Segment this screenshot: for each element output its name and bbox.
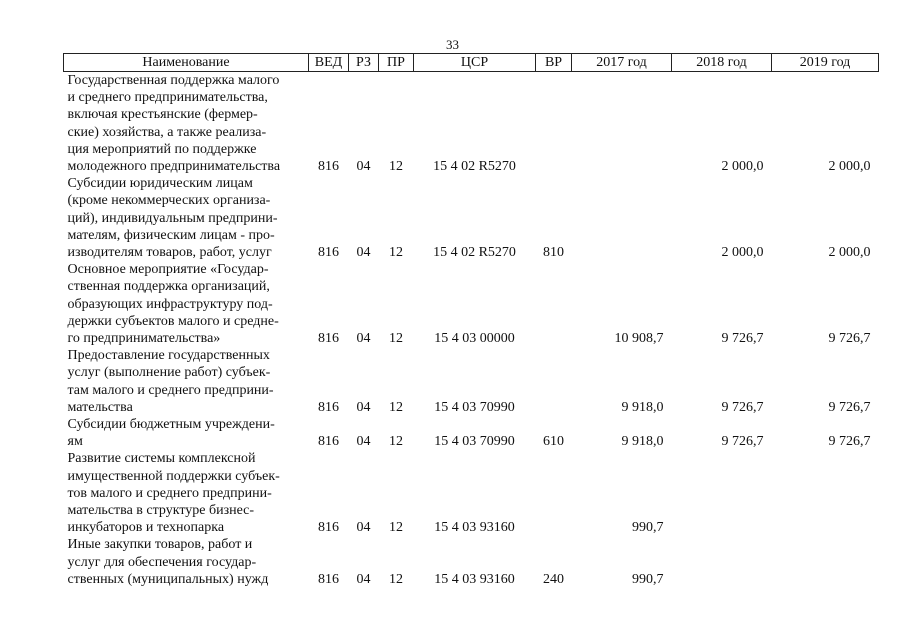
cell-name bbox=[64, 347, 309, 416]
table-row bbox=[64, 536, 879, 588]
header-name: Наименование bbox=[64, 54, 309, 72]
cell-rz: 04 bbox=[356, 571, 371, 587]
table-row bbox=[64, 450, 879, 536]
cell-rz: 04 bbox=[356, 331, 371, 347]
cell-pr: 12 bbox=[389, 520, 403, 536]
cell-pr: 12 bbox=[389, 434, 403, 450]
cell-2017 bbox=[572, 72, 672, 176]
cell-ved: 816 bbox=[318, 520, 339, 536]
header-pr: ПР bbox=[379, 54, 414, 72]
cell-ved: 816 bbox=[318, 245, 339, 261]
cell-2017: 990,7 bbox=[632, 571, 664, 587]
cell-rz: 04 bbox=[356, 245, 371, 261]
cell-2019: 9 726,7 bbox=[828, 331, 871, 347]
table-row bbox=[64, 175, 879, 261]
cell-2019: 2 000,0 bbox=[828, 245, 871, 261]
cell-name-line: изводителям товаров, работ, услуг bbox=[67, 245, 272, 261]
table-row bbox=[64, 347, 879, 416]
header-vr: ВР bbox=[536, 54, 572, 72]
cell-vr bbox=[536, 72, 572, 176]
cell-name bbox=[64, 536, 309, 588]
cell-name-line: имущественной поддержки субъек- bbox=[67, 468, 280, 484]
cell-2018 bbox=[672, 450, 772, 536]
cell-csr: 15 4 03 93160 bbox=[434, 571, 515, 587]
cell-name-line: тов малого и среднего предприни- bbox=[67, 485, 272, 501]
cell-vr: 810 bbox=[543, 245, 564, 261]
cell-name-line: мательства bbox=[67, 399, 133, 415]
cell-ved: 816 bbox=[318, 571, 339, 587]
cell-2017: 990,7 bbox=[632, 520, 664, 536]
cell-name-line: Основное мероприятие «Государ- bbox=[67, 262, 269, 278]
cell-2018: 9 726,7 bbox=[721, 331, 764, 347]
cell-vr: 240 bbox=[543, 571, 564, 587]
cell-vr bbox=[536, 347, 572, 416]
cell-2017: 10 908,7 bbox=[614, 331, 664, 347]
cell-name-line: Предоставление государственных bbox=[67, 348, 270, 364]
header-csr: ЦСР bbox=[414, 54, 536, 72]
cell-2017 bbox=[572, 175, 672, 261]
table-row bbox=[64, 261, 879, 347]
cell-name-line: мателям, физическим лицам - про- bbox=[67, 227, 275, 243]
cell-name-line: ственных (муниципальных) нужд bbox=[67, 571, 269, 587]
header-ved: ВЕД bbox=[309, 54, 349, 72]
cell-name-line: (кроме некоммерческих организа- bbox=[67, 193, 271, 209]
cell-rz: 04 bbox=[356, 399, 371, 415]
table-row bbox=[64, 72, 879, 176]
cell-ved: 816 bbox=[318, 434, 339, 450]
cell-name-line: услуг для обеспечения государ- bbox=[67, 554, 257, 570]
cell-2018: 2 000,0 bbox=[721, 159, 764, 175]
cell-2019 bbox=[772, 450, 879, 536]
cell-name-line: Развитие системы комплексной bbox=[67, 451, 256, 467]
table-row bbox=[64, 416, 879, 450]
cell-name-line: ственная поддержка организаций, bbox=[67, 279, 270, 295]
cell-ved: 816 bbox=[318, 331, 339, 347]
header-2018: 2018 год bbox=[672, 54, 772, 72]
cell-2017: 9 918,0 bbox=[621, 399, 664, 415]
cell-csr: 15 4 03 93160 bbox=[434, 520, 515, 536]
cell-name bbox=[64, 450, 309, 536]
cell-name-line: и среднего предпринимательства, bbox=[67, 90, 268, 106]
cell-csr: 15 4 03 70990 bbox=[434, 434, 515, 450]
cell-name bbox=[64, 416, 309, 450]
cell-csr: 15 4 03 00000 bbox=[434, 331, 515, 347]
cell-name-line: го предпринимательства» bbox=[67, 331, 221, 347]
header-rz: РЗ bbox=[349, 54, 379, 72]
cell-name-line: включая крестьянские (фермер- bbox=[67, 107, 258, 123]
cell-name-line: мательства в структуре бизнес- bbox=[67, 503, 255, 519]
cell-pr: 12 bbox=[389, 399, 403, 415]
cell-pr: 12 bbox=[389, 331, 403, 347]
cell-name-line: там малого и среднего предприни- bbox=[67, 382, 274, 398]
cell-name-line: инкубаторов и технопарка bbox=[67, 520, 225, 536]
cell-rz: 04 bbox=[356, 520, 371, 536]
cell-csr: 15 4 02 R5270 bbox=[433, 245, 516, 261]
cell-2018: 9 726,7 bbox=[721, 434, 764, 450]
cell-pr: 12 bbox=[389, 571, 403, 587]
cell-rz: 04 bbox=[356, 434, 371, 450]
cell-pr: 12 bbox=[389, 245, 403, 261]
cell-name-line: Субсидии бюджетным учреждени- bbox=[67, 417, 275, 433]
cell-name-line: ций), индивидуальным предприни- bbox=[67, 210, 278, 226]
cell-name bbox=[64, 175, 309, 261]
cell-name bbox=[64, 72, 309, 176]
cell-csr: 15 4 02 R5270 bbox=[433, 159, 516, 175]
header-2019: 2019 год bbox=[772, 54, 879, 72]
cell-name-line: Субсидии юридическим лицам bbox=[67, 176, 253, 192]
page-number: 33 bbox=[446, 37, 459, 52]
cell-2018 bbox=[672, 536, 772, 588]
cell-2018: 2 000,0 bbox=[721, 245, 764, 261]
cell-2019: 9 726,7 bbox=[828, 434, 871, 450]
cell-ved: 816 bbox=[318, 159, 339, 175]
cell-vr: 610 bbox=[543, 434, 564, 450]
cell-ved: 816 bbox=[318, 399, 339, 415]
budget-table bbox=[63, 53, 879, 588]
cell-name-line: Государственная поддержка малого bbox=[67, 73, 280, 88]
cell-name-line: ям bbox=[67, 434, 83, 450]
table-body bbox=[64, 72, 879, 589]
cell-2019: 2 000,0 bbox=[828, 159, 871, 175]
cell-csr: 15 4 03 70990 bbox=[434, 399, 515, 415]
cell-rz: 04 bbox=[356, 159, 371, 175]
cell-name-line: держки субъектов малого и средне- bbox=[67, 313, 279, 329]
cell-name-line: ские) хозяйства, а также реализа- bbox=[67, 124, 267, 140]
cell-name-line: ция мероприятий по поддержке bbox=[67, 141, 257, 157]
cell-2019: 9 726,7 bbox=[828, 399, 871, 415]
cell-pr: 12 bbox=[389, 159, 403, 175]
cell-vr bbox=[536, 450, 572, 536]
cell-2018: 9 726,7 bbox=[721, 399, 764, 415]
cell-name-line: услуг (выполнение работ) субъек- bbox=[67, 365, 271, 381]
header-2017: 2017 год bbox=[572, 54, 672, 72]
cell-name bbox=[64, 261, 309, 347]
cell-name-line: Иные закупки товаров, работ и bbox=[67, 537, 253, 553]
cell-2019 bbox=[772, 536, 879, 588]
cell-vr bbox=[536, 261, 572, 347]
cell-2017: 9 918,0 bbox=[621, 434, 664, 450]
cell-name-line: молодежного предпринимательства bbox=[67, 159, 281, 175]
cell-name-line: образующих инфраструктуру под- bbox=[67, 296, 273, 312]
table-header-row bbox=[64, 54, 879, 72]
